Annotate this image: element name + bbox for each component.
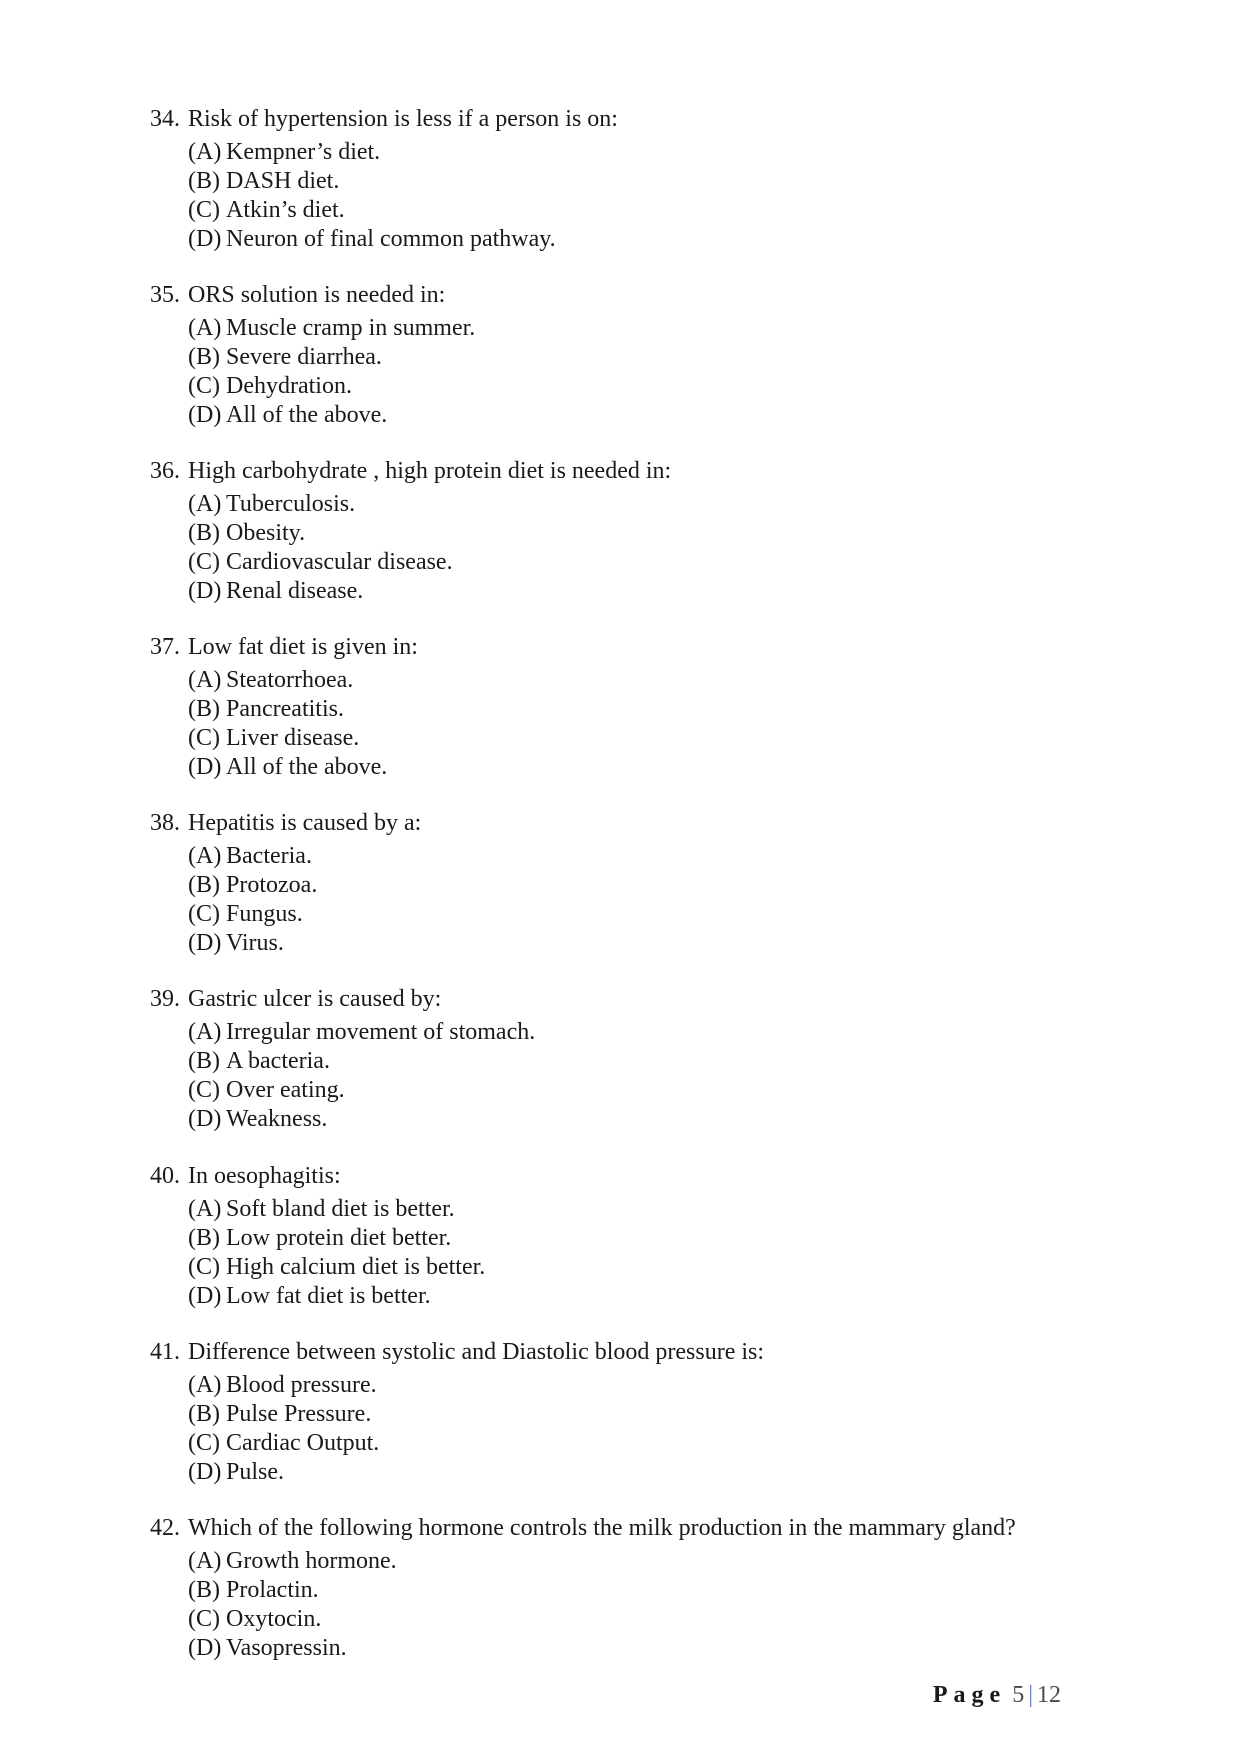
current-page-number: 5 xyxy=(1012,1682,1025,1708)
option-label: (B) xyxy=(188,1048,220,1074)
question-text: ORS solution is needed in: xyxy=(188,282,446,308)
question-text: Gastric ulcer is caused by: xyxy=(188,986,442,1012)
option-label: (B) xyxy=(188,344,220,370)
question-stem xyxy=(150,985,1110,1014)
option-a xyxy=(188,842,1110,871)
option-a xyxy=(188,138,1110,167)
option-d xyxy=(188,577,1110,606)
option-d xyxy=(188,1634,1110,1663)
option-text: Irregular movement of stomach. xyxy=(226,1019,536,1045)
option-label: (B) xyxy=(188,872,220,898)
option-c xyxy=(188,1605,1110,1634)
option-text: Blood pressure. xyxy=(226,1372,377,1398)
option-label: (D) xyxy=(188,1635,222,1661)
option-text: All of the above. xyxy=(226,402,388,428)
question-number: 42. xyxy=(150,1515,180,1541)
option-text: Protozoa. xyxy=(226,872,318,898)
option-label: (D) xyxy=(188,226,222,252)
option-d xyxy=(188,1282,1110,1311)
option-text: Fungus. xyxy=(226,901,303,927)
option-label: (A) xyxy=(188,1196,222,1222)
question-stem xyxy=(150,281,1110,310)
option-text: Oxytocin. xyxy=(226,1606,322,1632)
option-label: (A) xyxy=(188,1548,222,1574)
option-label: (D) xyxy=(188,402,222,428)
option-text: Steatorrhoea. xyxy=(226,667,354,693)
option-label: (C) xyxy=(188,1254,220,1280)
option-c xyxy=(188,372,1110,401)
option-text: Pulse Pressure. xyxy=(226,1401,372,1427)
option-label: (D) xyxy=(188,1459,222,1485)
option-label: (C) xyxy=(188,1430,220,1456)
option-c xyxy=(188,1076,1110,1105)
option-a xyxy=(188,1371,1110,1400)
option-label: (D) xyxy=(188,754,222,780)
option-d xyxy=(188,753,1110,782)
option-text: Kempner’s diet. xyxy=(226,139,381,165)
question-stem xyxy=(150,809,1110,838)
options-list xyxy=(150,1195,1110,1311)
option-label: (B) xyxy=(188,1225,220,1251)
option-label: (D) xyxy=(188,1106,222,1132)
option-label: (C) xyxy=(188,197,220,223)
question-number: 41. xyxy=(150,1339,180,1365)
option-d xyxy=(188,225,1110,254)
option-b xyxy=(188,343,1110,372)
total-pages: 12 xyxy=(1037,1682,1061,1708)
question-number: 35. xyxy=(150,282,180,308)
option-text: DASH diet. xyxy=(226,168,340,194)
question-text: Low fat diet is given in: xyxy=(188,634,418,660)
question-number: 40. xyxy=(150,1163,180,1189)
question-number: 36. xyxy=(150,458,180,484)
option-label: (A) xyxy=(188,1372,222,1398)
option-b xyxy=(188,1400,1110,1429)
option-label: (C) xyxy=(188,549,220,575)
option-label: (A) xyxy=(188,491,222,517)
page-label: Page xyxy=(932,1682,1007,1708)
option-d xyxy=(188,1105,1110,1134)
question-stem xyxy=(150,457,1110,486)
option-text: Vasopressin. xyxy=(226,1635,347,1661)
option-d xyxy=(188,929,1110,958)
option-a xyxy=(188,666,1110,695)
option-b xyxy=(188,167,1110,196)
question-text: In oesophagitis: xyxy=(188,1163,341,1189)
question-40 xyxy=(150,1162,1110,1311)
options-list xyxy=(150,138,1110,254)
option-label: (C) xyxy=(188,1606,220,1632)
option-label: (B) xyxy=(188,1401,220,1427)
option-label: (B) xyxy=(188,168,220,194)
option-text: Renal disease. xyxy=(226,578,364,604)
option-d xyxy=(188,1458,1110,1487)
option-c xyxy=(188,548,1110,577)
option-label: (A) xyxy=(188,1019,222,1045)
option-c xyxy=(188,196,1110,225)
options-list xyxy=(150,1018,1110,1134)
question-stem xyxy=(150,105,1110,134)
question-text: Risk of hypertension is less if a person is on: xyxy=(188,106,618,132)
option-text: Virus. xyxy=(226,930,284,956)
question-text: Difference between systolic and Diastolic blood pressure is: xyxy=(188,1339,765,1365)
option-a xyxy=(188,1195,1110,1224)
question-number: 38. xyxy=(150,810,180,836)
options-list xyxy=(150,1547,1110,1663)
option-c xyxy=(188,1253,1110,1282)
option-b xyxy=(188,695,1110,724)
option-a xyxy=(188,1018,1110,1047)
option-text: All of the above. xyxy=(226,754,388,780)
option-text: Tuberculosis. xyxy=(226,491,356,517)
option-label: (C) xyxy=(188,725,220,751)
option-text: Cardiovascular disease. xyxy=(226,549,453,575)
options-list xyxy=(150,666,1110,782)
question-number: 37. xyxy=(150,634,180,660)
page-footer xyxy=(933,1682,1061,1709)
question-stem xyxy=(150,1514,1110,1543)
option-d xyxy=(188,401,1110,430)
option-label: (C) xyxy=(188,901,220,927)
option-text: Severe diarrhea. xyxy=(226,344,382,370)
question-text: Hepatitis is caused by a: xyxy=(188,810,422,836)
question-36 xyxy=(150,457,1110,606)
option-a xyxy=(188,314,1110,343)
option-text: Obesity. xyxy=(226,520,306,546)
question-number: 39. xyxy=(150,986,180,1012)
option-text: Low fat diet is better. xyxy=(226,1283,431,1309)
option-label: (C) xyxy=(188,1077,220,1103)
question-42 xyxy=(150,1514,1110,1663)
options-list xyxy=(150,1371,1110,1487)
question-41 xyxy=(150,1338,1110,1487)
option-text: High calcium diet is better. xyxy=(226,1254,486,1280)
question-stem xyxy=(150,1338,1110,1367)
option-text: Neuron of final common pathway. xyxy=(226,226,556,252)
option-label: (A) xyxy=(188,315,222,341)
question-34 xyxy=(150,105,1110,254)
option-c xyxy=(188,1429,1110,1458)
option-a xyxy=(188,490,1110,519)
option-text: Muscle cramp in summer. xyxy=(226,315,476,341)
option-label: (D) xyxy=(188,578,222,604)
option-text: Dehydration. xyxy=(226,373,352,399)
option-label: (A) xyxy=(188,139,222,165)
question-text: High carbohydrate , high protein diet is needed in: xyxy=(188,458,672,484)
question-number: 34. xyxy=(150,106,180,132)
question-stem xyxy=(150,633,1110,662)
option-text: Pancreatitis. xyxy=(226,696,344,722)
option-label: (C) xyxy=(188,373,220,399)
option-b xyxy=(188,871,1110,900)
option-label: (A) xyxy=(188,843,222,869)
option-b xyxy=(188,1224,1110,1253)
options-list xyxy=(150,314,1110,430)
option-text: Low protein diet better. xyxy=(226,1225,452,1251)
option-text: Cardiac Output. xyxy=(226,1430,380,1456)
question-text: Which of the following hormone controls the milk production in the mammary gland? xyxy=(188,1515,1016,1541)
option-label: (B) xyxy=(188,696,220,722)
option-text: Pulse. xyxy=(226,1459,285,1485)
option-text: Liver disease. xyxy=(226,725,360,751)
option-label: (D) xyxy=(188,930,222,956)
option-text: Over eating. xyxy=(226,1077,345,1103)
option-text: Soft bland diet is better. xyxy=(226,1196,455,1222)
option-text: Bacteria. xyxy=(226,843,312,869)
option-label: (B) xyxy=(188,1577,220,1603)
option-text: Prolactin. xyxy=(226,1577,319,1603)
question-stem xyxy=(150,1162,1110,1191)
option-label: (A) xyxy=(188,667,222,693)
option-c xyxy=(188,900,1110,929)
option-a xyxy=(188,1547,1110,1576)
option-text: A bacteria. xyxy=(226,1048,330,1074)
option-text: Growth hormone. xyxy=(226,1548,397,1574)
option-text: Atkin’s diet. xyxy=(226,197,345,223)
option-label: (D) xyxy=(188,1283,222,1309)
option-text: Weakness. xyxy=(226,1106,328,1132)
option-c xyxy=(188,724,1110,753)
question-35 xyxy=(150,281,1110,430)
option-b xyxy=(188,1047,1110,1076)
question-39 xyxy=(150,985,1110,1134)
option-b xyxy=(188,1576,1110,1605)
option-b xyxy=(188,519,1110,548)
page-separator: | xyxy=(1028,1682,1033,1708)
question-37 xyxy=(150,633,1110,782)
options-list xyxy=(150,490,1110,606)
option-label: (B) xyxy=(188,520,220,546)
question-38 xyxy=(150,809,1110,958)
options-list xyxy=(150,842,1110,958)
